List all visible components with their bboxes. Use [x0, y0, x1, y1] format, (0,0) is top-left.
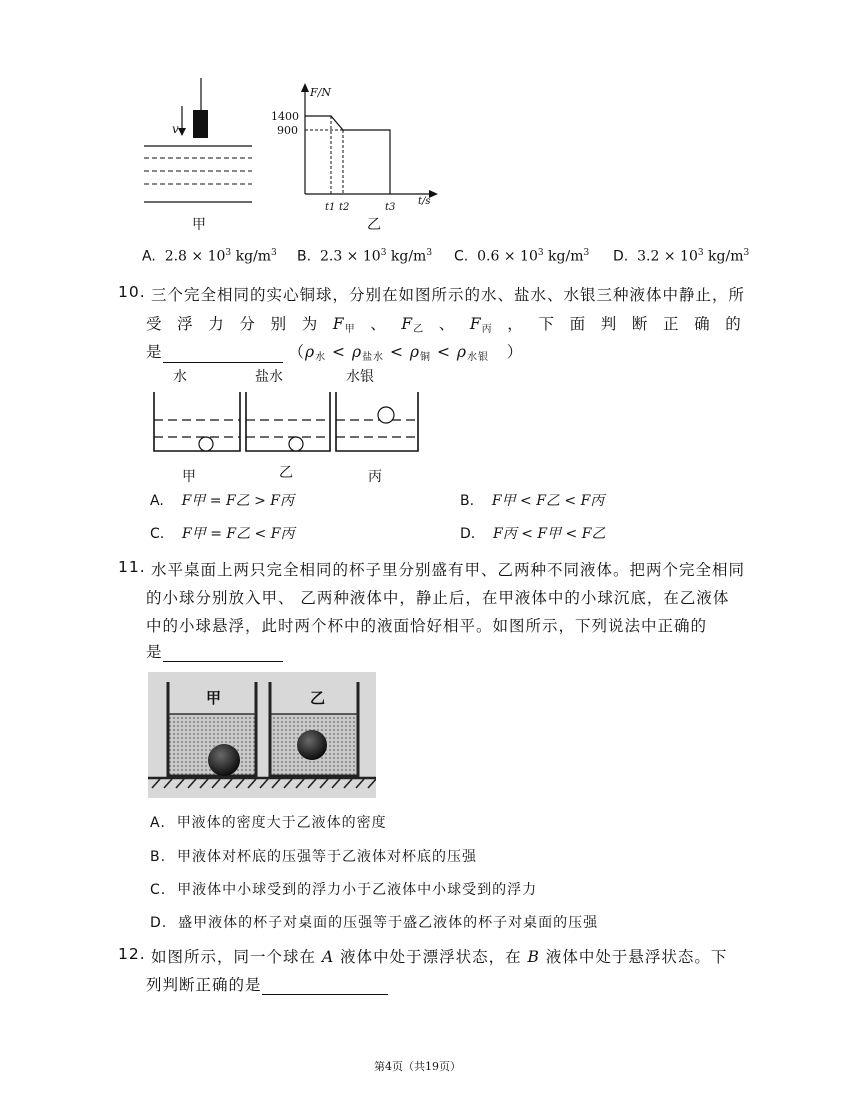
graph-y-label: F/N — [310, 86, 331, 99]
rho-symbol: ρ — [456, 343, 467, 361]
unit-exponent: 3 — [743, 248, 750, 258]
fig-jia-caption: 甲 — [192, 217, 206, 233]
char: 分 — [239, 315, 256, 333]
q11-stem-line2: 的小球分别放入甲、 乙两种液体中，静止后，在甲液体中的小球沉底，在乙液体 — [146, 589, 730, 607]
char: 下 — [538, 315, 555, 333]
unit: kg/m — [386, 248, 427, 265]
q11-number: 11. — [118, 558, 146, 576]
q10-number: 10. — [118, 283, 146, 301]
exponent: 3 — [697, 248, 704, 258]
force-subscript: 甲 — [344, 324, 356, 335]
force-subscript: 乙 — [413, 324, 425, 335]
tick-t3: t3 — [385, 202, 396, 213]
option-text: 甲液体对杯底的压强等于乙液体对杯底的压强 — [176, 849, 477, 865]
fig-yi-caption: 乙 — [367, 217, 381, 233]
char: 受 — [146, 315, 163, 333]
char: 断 — [631, 315, 649, 333]
answer-blank[interactable] — [163, 346, 283, 363]
option-key: D. — [613, 248, 629, 265]
q11-option-c[interactable] — [150, 879, 537, 899]
q11-option-a[interactable] — [150, 812, 387, 832]
option-value: 0.6 × 10 — [477, 248, 538, 265]
rho-symbol: ρ — [304, 343, 316, 361]
unit: kg/m — [703, 248, 744, 265]
option-key: C. — [150, 526, 165, 542]
force-symbol: F — [332, 315, 345, 333]
liquid-a: A — [321, 948, 335, 966]
char: 是 — [146, 343, 163, 361]
option-key: C. — [150, 882, 167, 898]
q11-option-d[interactable] — [150, 912, 598, 932]
q9-figure-jia — [140, 78, 260, 233]
label-water: 水 — [173, 369, 187, 385]
unit-exponent: 3 — [271, 248, 277, 258]
liquid-b: B — [527, 948, 540, 966]
caption-bing: 丙 — [368, 469, 382, 485]
caption-yi: 乙 — [279, 465, 293, 481]
option-key: B. — [150, 849, 167, 865]
force-symbol: F — [469, 315, 482, 333]
char: 正 — [663, 315, 680, 333]
option-value: 2.8 × 10 — [164, 248, 226, 265]
char: 面 — [569, 315, 587, 333]
graph-x-label: t/s — [418, 196, 431, 207]
exponent: 3 — [380, 248, 387, 258]
char: 、 — [438, 315, 456, 333]
caption-jia: 甲 — [182, 469, 196, 485]
char: 别 — [270, 315, 288, 333]
force-f-yi — [401, 315, 424, 335]
option-key: A. — [150, 493, 164, 509]
q10-option-b[interactable] — [460, 490, 604, 510]
char: 为 — [301, 315, 319, 333]
tick-1400: 1400 — [271, 110, 299, 123]
force-f-bing — [470, 315, 493, 335]
option-key: C. — [454, 248, 469, 265]
text-run: 列判断正确的是 — [146, 976, 262, 994]
char: 力 — [208, 315, 225, 333]
q11-figure-cups — [148, 672, 376, 798]
option-key: D. — [150, 915, 168, 931]
option-text: 甲液体的密度大于乙液体的密度 — [176, 815, 387, 831]
option-key: B. — [460, 493, 475, 509]
q11-stem-line3: 中的小球悬浮，此时两个杯中的液面恰好相平。如图所示，下列说法中正确的 — [146, 617, 708, 635]
tick-t1: t1 — [325, 202, 336, 213]
q12-stem-line2 — [146, 973, 388, 995]
rho-subscript: 铜 — [420, 352, 432, 363]
q11-option-b[interactable] — [150, 846, 477, 866]
option-text: F丙 < F甲 < F乙 — [493, 526, 606, 542]
q9-option-b[interactable] — [297, 248, 432, 265]
paren-open: （ — [288, 343, 305, 361]
q12-number: 12. — [118, 945, 146, 963]
rho-subscript: 水 — [315, 352, 327, 363]
exponent: 3 — [225, 248, 232, 258]
char: 是 — [146, 643, 163, 661]
q10-stem-line2 — [146, 312, 742, 335]
q10-option-c[interactable] — [150, 523, 294, 543]
q10-option-d[interactable] — [460, 523, 605, 543]
option-value: 3.2 × 10 — [637, 248, 698, 265]
text-run: 液体中处于悬浮状态。下 — [545, 948, 728, 966]
unit-exponent: 3 — [583, 248, 590, 258]
q9-option-c[interactable] — [454, 248, 589, 265]
velocity-label: v — [172, 122, 179, 136]
rho-subscript: 水银 — [467, 352, 489, 363]
cup-label-yi: 乙 — [310, 689, 326, 707]
char: 确 — [694, 315, 711, 333]
force-symbol: F — [401, 315, 414, 333]
less-than: < — [384, 343, 410, 361]
paren-close: ） — [506, 343, 524, 361]
option-key: A. — [150, 815, 166, 831]
text-run: 如图所示，同一个球在 — [151, 948, 317, 966]
text-run: 液体中处于漂浮状态，在 — [340, 948, 522, 966]
option-value: 2.3 × 10 — [319, 248, 381, 265]
option-text: 盛甲液体的杯子对桌面的压强等于盛乙液体的杯子对桌面的压强 — [178, 915, 599, 931]
q9-option-a[interactable] — [142, 248, 277, 265]
unit: kg/m — [543, 248, 584, 265]
unit-exponent: 3 — [426, 248, 433, 258]
force-subscript: 丙 — [481, 324, 493, 335]
label-mercury: 水银 — [346, 369, 374, 385]
rho-subscript: 盐水 — [362, 352, 385, 363]
q10-stem-line1: 三个完全相同的实心铜球，分别在如图所示的水、盐水、水银三种液体中静止，所 — [151, 286, 746, 304]
label-salt-water: 盐水 — [255, 369, 283, 385]
option-text: F甲 = F乙 > F丙 — [181, 493, 294, 509]
q10-option-a[interactable] — [150, 490, 294, 510]
q12-stem-line1 — [151, 945, 727, 967]
answer-blank[interactable] — [262, 978, 388, 995]
q11-stem-line1: 水平桌面上两只完全相同的杯子里分别盛有甲、乙两种不同液体。把两个完全相同 — [151, 561, 746, 579]
force-f-jia — [333, 315, 356, 335]
option-text: F甲 < F乙 < F丙 — [491, 493, 605, 509]
char: 判 — [600, 315, 618, 333]
option-key: D. — [460, 526, 476, 542]
option-text: 甲液体中小球受到的浮力小于乙液体中小球受到的浮力 — [177, 882, 538, 898]
q10-figure-containers — [148, 388, 423, 458]
unit: kg/m — [231, 248, 272, 265]
char: 浮 — [177, 315, 194, 333]
answer-blank[interactable] — [163, 645, 283, 662]
tick-900: 900 — [277, 124, 298, 137]
exponent: 3 — [537, 248, 544, 258]
rho-symbol: ρ — [351, 343, 363, 361]
option-key: A. — [142, 248, 156, 265]
cup-label-jia: 甲 — [206, 689, 222, 707]
q11-stem-line4 — [146, 640, 283, 662]
page-footer: 第4页（共19页） — [374, 1060, 461, 1073]
char: ， — [507, 315, 524, 333]
option-text: F甲 = F乙 < F丙 — [182, 526, 295, 542]
char: 、 — [370, 315, 387, 333]
option-key: B. — [297, 248, 312, 265]
q9-option-d[interactable] — [613, 248, 749, 265]
less-than: < — [431, 343, 457, 361]
q10-stem-line3 — [146, 340, 523, 363]
less-than: < — [326, 343, 352, 361]
rho-symbol: ρ — [409, 343, 421, 361]
char: 的 — [725, 315, 742, 333]
tick-t2: t2 — [339, 202, 350, 213]
